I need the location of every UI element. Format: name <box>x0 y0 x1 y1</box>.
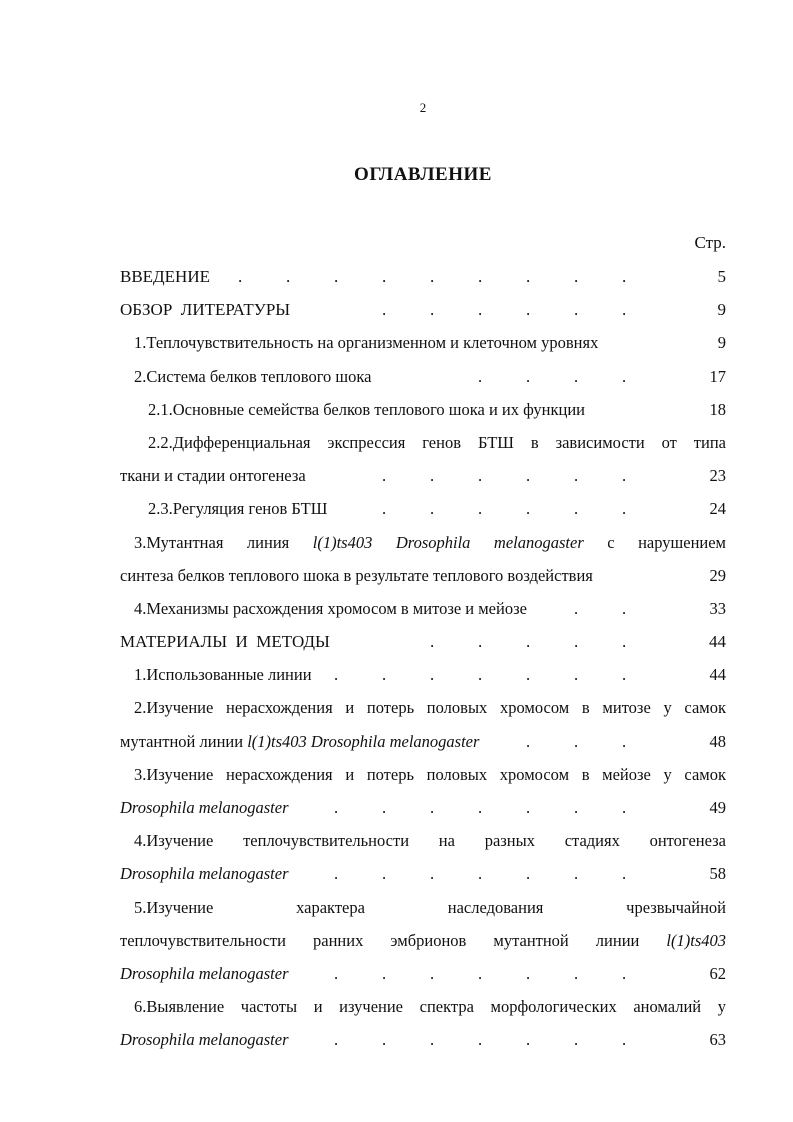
toc-page-number: 18 <box>709 399 726 419</box>
toc-entry-text: 2.2.Дифференциальная экспрессия генов БТШ в зависимости от типа <box>148 432 726 452</box>
toc-entry-thermosensitivity[interactable] <box>120 326 726 359</box>
toc-page-number: 23 <box>709 466 726 486</box>
toc-entry-introduction[interactable] <box>120 260 726 293</box>
toc-entry-text: 4.Изучение теплочувствительности на разных стадиях онтогенеза <box>134 831 726 851</box>
toc-entry-inheritance-study-end[interactable] <box>120 957 726 990</box>
toc-leader-dots: . . . . . . . <box>334 1030 627 1050</box>
toc-page-number: 29 <box>709 565 726 585</box>
toc-entry-inheritance-study-cont[interactable] <box>120 924 726 957</box>
page-column-label: Стр. <box>694 233 726 252</box>
toc-page-number: 58 <box>709 864 726 884</box>
toc-page-number: 49 <box>709 798 726 817</box>
toc-entry-text: ткани и стадии онтогенеза <box>120 466 306 486</box>
toc-entry-differential-expression[interactable] <box>120 426 726 459</box>
toc-entry-lines-used[interactable] <box>120 658 726 691</box>
toc-entry-text: синтеза белков теплового шока в результате теплового воздействия <box>120 565 593 585</box>
toc-leader-dots: . . . . . . <box>382 300 627 320</box>
toc-entry-materials-methods[interactable] <box>120 625 726 658</box>
toc-entry-text: 2.3.Регуляция генов БТШ <box>148 499 328 519</box>
toc-entry-text: 2.Изучение нерасхождения и потерь половых хромосом в митозе у самок <box>134 698 726 718</box>
toc-entry-chromosome-segregation[interactable] <box>120 592 726 625</box>
toc-entry-text: теплочувствительности ранних эмбрионов мутантной линии <box>120 930 667 950</box>
toc-entry-italic: Drosophila melanogaster <box>120 864 289 884</box>
toc-entry-text: 1.Теплочувствительность на организменном и клеточном уровнях <box>134 333 599 353</box>
toc-entry-text: 4.Механизмы расхождения хромосом в митозе и мейозе <box>134 598 527 618</box>
toc-leader-dots: . . . . . . <box>382 499 627 519</box>
toc-entry-text: 6.Выявление частоты и изучение спектра морфологических аномалий у <box>134 997 726 1017</box>
toc-entry-text: ВВЕДЕНИЕ <box>120 267 210 286</box>
toc-page-number: 24 <box>709 499 726 519</box>
toc-leader-dots: . . . . . . <box>382 466 627 486</box>
toc-entry-hsp-regulation[interactable] <box>120 492 726 525</box>
toc-leader-dots: . . <box>574 598 627 618</box>
toc-page-number: 44 <box>709 632 726 652</box>
toc-entry-text: мутантной линии <box>120 731 248 751</box>
toc-entry-mutant-line[interactable] <box>120 526 726 559</box>
toc-entry-ontogenesis-study-cont[interactable] <box>120 857 726 890</box>
page-number: 2 <box>419 100 427 115</box>
toc-entry-mitosis-study-cont[interactable] <box>120 725 726 758</box>
toc-entry-text: 3.Мутантная линия <box>134 532 313 552</box>
toc-page-number: 17 <box>709 366 726 386</box>
toc-page-number: 5 <box>717 267 726 286</box>
toc-entry-italic: l(1)ts403 Drosophila melanogaster <box>312 532 584 552</box>
toc-leader-dots: . . . . . . . <box>334 864 627 884</box>
table-of-contents <box>120 260 726 1057</box>
toc-entry-ontogenesis-study[interactable] <box>120 824 726 857</box>
toc-leader-dots: . . . . . <box>430 632 627 652</box>
toc-page-number: 9 <box>717 333 726 353</box>
toc-leader-dots: . . . . . . . <box>334 798 627 817</box>
toc-entry-anomalies-study[interactable] <box>120 990 726 1023</box>
toc-leader-dots: . . . . <box>478 366 627 386</box>
toc-entry-mutant-line-cont[interactable] <box>120 559 726 592</box>
toc-entry-literature-review[interactable] <box>120 293 726 326</box>
toc-entry-text: 3.Изучение нерасхождения и потерь половых хромосом в мейозе у самок <box>134 764 726 784</box>
toc-entry-text: 1.Использованные линии <box>134 665 312 685</box>
toc-page-number: 9 <box>717 300 726 320</box>
toc-entry-anomalies-study-cont[interactable] <box>120 1023 726 1056</box>
toc-entry-text-tail: с нарушением <box>583 532 726 552</box>
toc-entry-inheritance-study[interactable] <box>120 891 726 924</box>
toc-entry-text: 5.Изучение характера наследования чрезвычайной <box>134 897 726 917</box>
toc-entry-italic: Drosophila melanogaster <box>120 963 289 983</box>
toc-entry-italic: Drosophila melanogaster <box>120 798 289 817</box>
toc-entry-text: ОБЗОР ЛИТЕРАТУРЫ <box>120 300 291 320</box>
toc-entry-hsp-families[interactable] <box>120 393 726 426</box>
toc-leader-dots: . . . . . . . <box>334 665 627 685</box>
toc-entry-text: 2.1.Основные семейства белков теплового шока и их функции <box>148 399 586 419</box>
toc-entry-meiosis-study-cont[interactable] <box>120 791 726 824</box>
toc-entry-text: МАТЕРИАЛЫ И МЕТОДЫ <box>120 632 330 652</box>
toc-page-number: 62 <box>709 963 726 983</box>
page-title: ОГЛАВЛЕНИЕ <box>354 164 492 185</box>
toc-entry-italic: Drosophila melanogaster <box>120 1030 289 1050</box>
toc-page-number: 44 <box>709 665 726 685</box>
toc-page-number: 63 <box>709 1030 726 1050</box>
toc-leader-dots: . . . <box>526 731 627 751</box>
toc-entry-mitosis-study[interactable] <box>120 691 726 724</box>
toc-entry-hsp-system[interactable] <box>120 360 726 393</box>
toc-page-number: 48 <box>709 731 726 751</box>
toc-leader-dots: . . . . . . . <box>334 963 627 983</box>
toc-entry-italic: l(1)ts403 <box>666 930 726 950</box>
toc-entry-italic: l(1)ts403 Drosophila melanogaster <box>247 731 480 751</box>
toc-entry-differential-expression-cont[interactable] <box>120 459 726 492</box>
toc-leader-dots: . . . . . . . . . <box>238 267 627 286</box>
toc-page-number: 33 <box>709 598 726 618</box>
toc-entry-text: 2.Система белков теплового шока <box>134 366 372 386</box>
toc-entry-meiosis-study[interactable] <box>120 758 726 791</box>
